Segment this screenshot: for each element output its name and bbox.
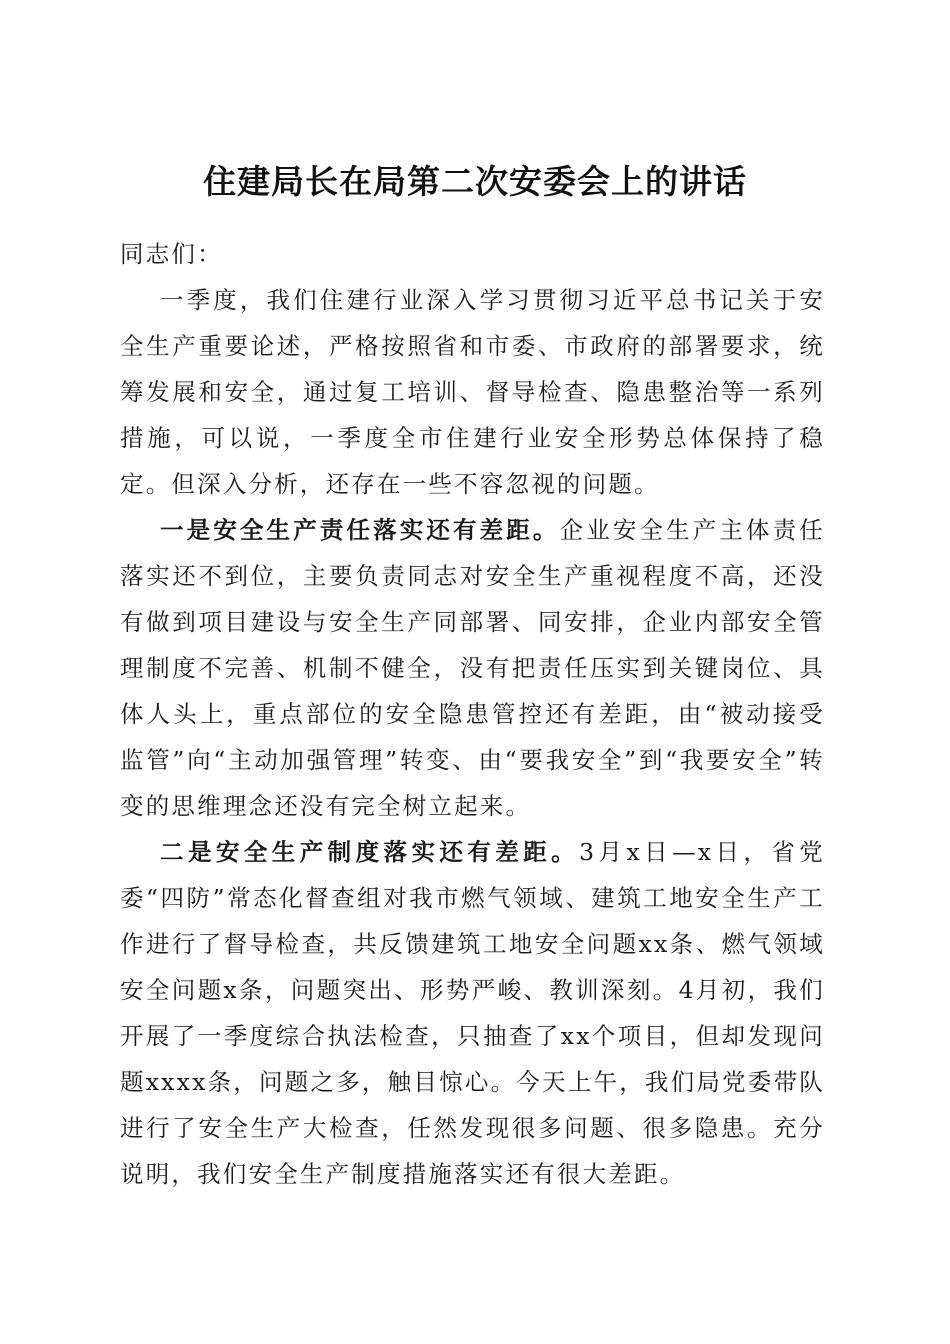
salutation: 同志们： — [120, 240, 223, 268]
document-body — [120, 231, 825, 1197]
paragraph-text: 企业安全生产主体责任落实还不到位，主要负责同志对安全生产重视程度不高，还没有做到项目建设与安全生产同部署、同安排，企业内部安全管理制度不完善、机制不健全，没有把责任压实到关键岗位、具体人头上，重点部位的安全隐患管控还有差距，由“被动接受监管”向“主动加强管理”转变、由“要我安全”到“我要安全”转变的思维理念还没有完全树立起来。 — [120, 516, 825, 820]
paragraph-responsibility — [120, 507, 825, 829]
paragraph-lead: 一是安全生产责任落实还有差距。 — [160, 516, 560, 544]
paragraph-intro — [120, 277, 825, 507]
paragraph-text: 一季度，我们住建行业深入学习贯彻习近平总书记关于安全生产重要论述，严格按照省和市委、市政府的部署要求，统筹发展和安全，通过复工培训、督导检查、隐患整治等一系列措施，可以说，一季度全市住建行业安全形势总体保持了稳定。但深入分析，还存在一些不容忽视的问题。 — [120, 286, 825, 498]
paragraph-lead: 二是安全生产制度落实还有差距。 — [160, 838, 580, 866]
paragraph-system — [120, 829, 825, 1197]
paragraph-text: 3月x日—x日，省党委“四防”常态化督查组对我市燃气领域、建筑工地安全生产工作进行了督导检查，共反馈建筑工地安全问题xx条、燃气领域安全问题x条，问题突出、形势严峻、教训深刻。4月初，我们开展了一季度综合执法检查，只抽查了xx个项目，但却发现问题xxxx条，问题之多，触目惊心。今天上午，我们局党委带队进行了安全生产大检查，任然发现很多问题、很多隐患。充分说明，我们安全生产制度措施落实还有很大差距。 — [120, 838, 825, 1188]
document-title: 住建局长在局第二次安委会上的讲话 — [203, 162, 747, 202]
